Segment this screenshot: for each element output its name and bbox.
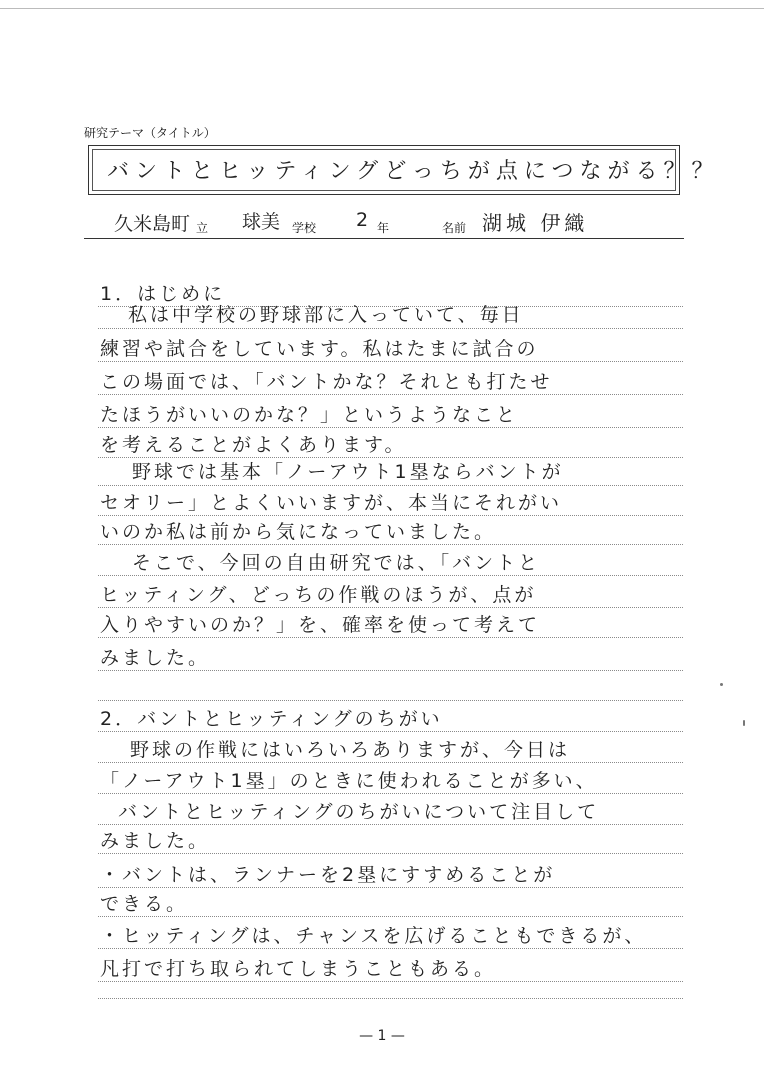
scan-speck — [720, 683, 723, 686]
title-box — [88, 145, 720, 195]
ruled-line — [98, 916, 683, 917]
ruled-line — [98, 793, 683, 794]
ruled-line — [98, 427, 683, 428]
ruled-line — [98, 824, 683, 825]
text-line: できる。 — [100, 893, 189, 915]
ruled-line — [98, 394, 683, 395]
heading-introduction: 1．はじめに — [100, 283, 226, 305]
text-line: 入りやすいのか？」を、確率を使って考えて — [100, 614, 541, 636]
page-number: — 1 — — [359, 1028, 405, 1044]
ruled-line — [98, 887, 683, 888]
text-line: 練習や試合をしています。私はたまに試合の — [100, 338, 539, 360]
text-line: そこで、今回の自由研究では、「バントと — [132, 552, 541, 574]
text-line: みました。 — [100, 830, 211, 852]
ruled-line — [98, 544, 683, 545]
student-info-row — [84, 205, 684, 239]
ruled-line — [98, 762, 683, 763]
text-line: バントとヒッティングのちがいについて注目して — [118, 801, 600, 823]
ruled-line — [98, 981, 683, 982]
ruled-line — [98, 853, 683, 854]
ruled-line — [98, 670, 683, 671]
ruled-line — [98, 485, 683, 486]
ruled-line — [98, 637, 683, 638]
school-suffix: 学校 — [292, 221, 317, 235]
top-border-line — [0, 8, 764, 9]
heading-difference: 2．バントとヒッティングのちがい — [100, 708, 443, 730]
grade-suffix: 年 — [377, 221, 390, 235]
ruled-line — [98, 515, 683, 516]
info-underline — [84, 238, 684, 239]
text-line: を考えることがよくあります。 — [100, 434, 407, 456]
research-title: バントとヒッティングどっちが点につながる？？ — [107, 159, 720, 184]
ruled-line — [98, 998, 683, 999]
ruled-line — [98, 328, 683, 329]
grade-number: 2 — [356, 209, 369, 231]
text-line: 凡打で打ち取られてしまうこともある。 — [100, 958, 497, 980]
text-line: たほうがいいのかな？」というようなこと — [100, 404, 519, 426]
student-name: 湖城 伊織 — [482, 211, 589, 235]
bullet-line: ・バントは、ランナーを2塁にすすめることが — [100, 864, 556, 886]
text-line: みました。 — [100, 647, 211, 669]
theme-label: 研究テーマ（タイトル） — [84, 126, 216, 140]
text-line: セオリー」とよくいいますが、本当にそれがい — [100, 492, 563, 514]
text-line: 野球では基本「ノーアウト1塁ならバントが — [132, 461, 564, 483]
ruled-line — [98, 731, 683, 732]
text-line: いのか私は前から気になっていました。 — [100, 521, 497, 543]
text-line: この場面では、「バントかな？それとも打たせ — [100, 371, 553, 393]
text-line: 野球の作戦にはいろいろありますが、今日は — [130, 739, 571, 761]
scan-speck — [743, 720, 745, 726]
ruled-line — [98, 700, 683, 701]
text-line: 私は中学校の野球部に入っていて、毎日 — [128, 304, 524, 326]
town-suffix: 立 — [196, 221, 209, 235]
text-line: 「ノーアウト1塁」のときに使われることが多い、 — [100, 770, 598, 792]
ruled-line — [98, 575, 683, 576]
town-name: 久米島町 — [114, 213, 191, 235]
ruled-line — [98, 948, 683, 949]
school-name: 球美 — [242, 211, 281, 233]
ruled-line — [98, 607, 683, 608]
bullet-line: ・ヒッティングは、チャンスを広げることもできるが、 — [100, 925, 647, 947]
ruled-line — [98, 361, 683, 362]
text-line: ヒッティング、どっちの作戦のほうが、点が — [100, 584, 537, 606]
name-label: 名前 — [442, 221, 467, 235]
